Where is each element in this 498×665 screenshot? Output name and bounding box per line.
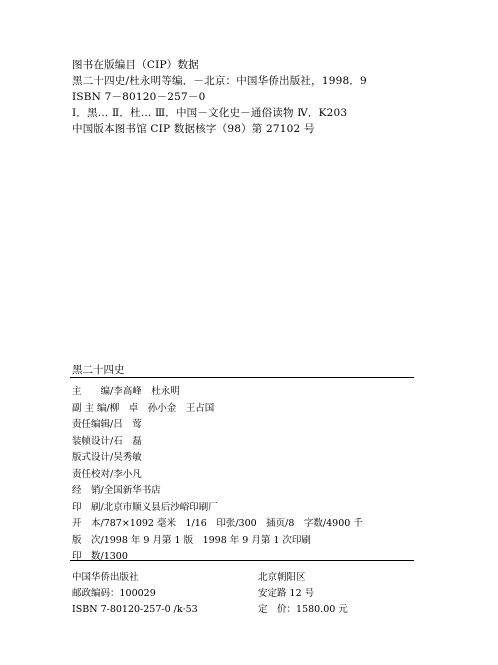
credits-list (72, 384, 412, 566)
cip-record-number: 中国版本图书馆 CIP 数据核字（98）第 27102 号 (72, 123, 315, 135)
book-title: 黑二十四史 (72, 364, 125, 376)
publisher-info-left (72, 570, 252, 618)
credit-layout-design: 版式设计/吴秀敏 (72, 452, 142, 463)
cip-isbn: ISBN 7－80120－257－0 (72, 91, 206, 103)
credit-format: 开 本/787×1092 毫米 1/16 印张/300 插页/8 字数/4900 千 (72, 518, 363, 529)
cip-data-block (72, 57, 432, 137)
credit-chief-editor: 主 编/李高峰 杜永明 (72, 386, 180, 397)
credit-distributor: 经 销/全国新华书店 (72, 485, 161, 496)
credit-proofreader: 责任校对/李小凡 (72, 468, 142, 480)
publisher-info-right (258, 570, 438, 618)
credit-responsible-editor: 责任编辑/吕 莺 (72, 419, 142, 430)
divider-bottom (70, 560, 414, 561)
publisher-district: 北京朝阳区 (258, 572, 306, 583)
cip-classification: Ⅰ．黑… Ⅱ．杜… Ⅲ．中国－文化史－通俗读物 Ⅳ．K203 (72, 107, 348, 119)
credit-printer: 印 刷/北京市顺义县后沙峪印刷厂 (72, 501, 218, 513)
credit-edition: 版 次/1998 年 9 月第 1 版 1998 年 9 月第 1 次印刷 (72, 534, 311, 546)
publisher-street: 安定路 12 号 (258, 588, 315, 599)
price: 定 价：1580.00 元 (258, 604, 348, 615)
credit-print-run: 印 数/1300 (72, 551, 128, 562)
isbn-footer: ISBN 7-80120-257-0 /k·53 (72, 604, 198, 615)
publisher-name: 中国华侨出版社 (72, 572, 139, 583)
credit-deputy-editor: 副 主 编/柳 卓 孙小金 王占国 (72, 402, 215, 414)
cip-title-line: 黑二十四史/杜永明等编．－北京：中国华侨出版社，1998．9 (72, 75, 367, 87)
cip-heading: 图书在版编目（CIP）数据 (72, 59, 199, 71)
divider-top (70, 377, 414, 378)
postal-code: 邮政编码：100029 (72, 588, 156, 599)
credit-binding-design: 装帧设计/石 磊 (72, 435, 142, 447)
